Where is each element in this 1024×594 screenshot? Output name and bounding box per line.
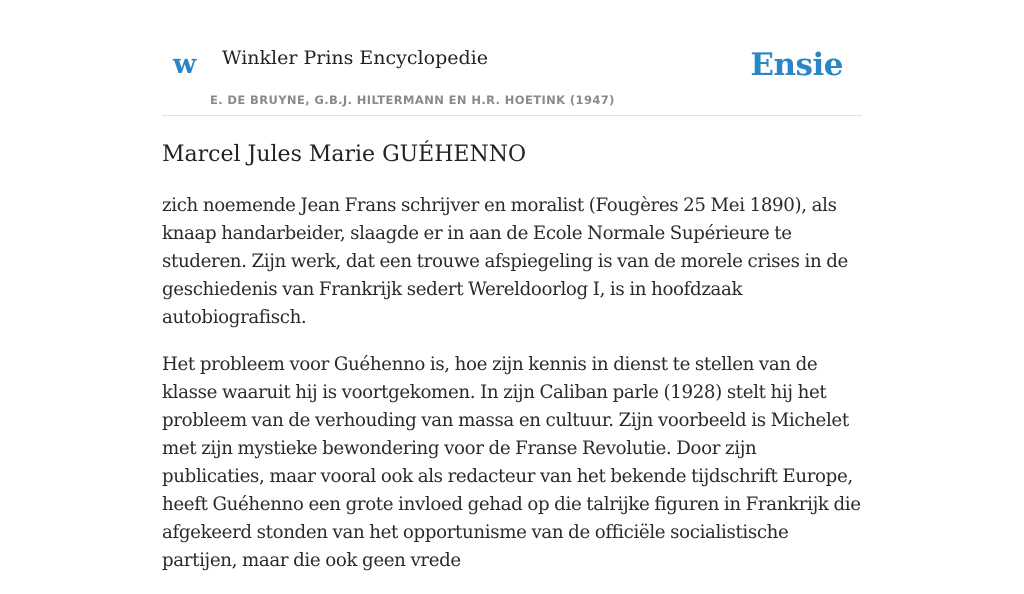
winkler-prins-logo[interactable]: w	[173, 49, 197, 80]
article	[162, 138, 862, 594]
article-paragraph: zich noemende Jean Frans schrijver en moralist (Fougères 25 Mei 1890), als knaap handarbeider, slaagde er in aan de Ecole Normale Supérieure te studeren. Zijn werk, dat een trouwe afspiegeling is van de morele crises in de geschiedenis van Frankrijk sedert Wereldoorlog I, is in hoofdzaak autobiografisch.	[162, 195, 848, 328]
article-paragraph: Het probleem voor Guéhenno is, hoe zijn kennis in dienst te stellen van de klasse waaruit hij is voortgekomen. In zijn Caliban parle (1928) stelt hij het probleem van de verhouding van massa en cultuur. Zijn voorbeeld is Michelet met zijn mystieke bewondering voor de Franse Revolutie. Door zijn publicaties, maar vooral ook als redacteur van het bekende tijdschrift Europe, heeft Guéhenno een grote invloed gehad op die talrijke figuren in Frankrijk die afgekeerd stonden van het opportunisme van de officiële socialistische partijen, maar die ook geen vrede	[162, 354, 861, 571]
source-header	[162, 30, 862, 116]
source-authors: E. DE BRUYNE, G.B.J. HILTERMANN EN H.R. HOETINK (1947)	[210, 93, 615, 107]
article-title: Marcel Jules Marie GUÉHENNO	[162, 142, 527, 167]
source-title[interactable]: Winkler Prins Encyclopedie	[222, 47, 488, 69]
ensie-logo[interactable]: Ensie	[750, 47, 843, 83]
